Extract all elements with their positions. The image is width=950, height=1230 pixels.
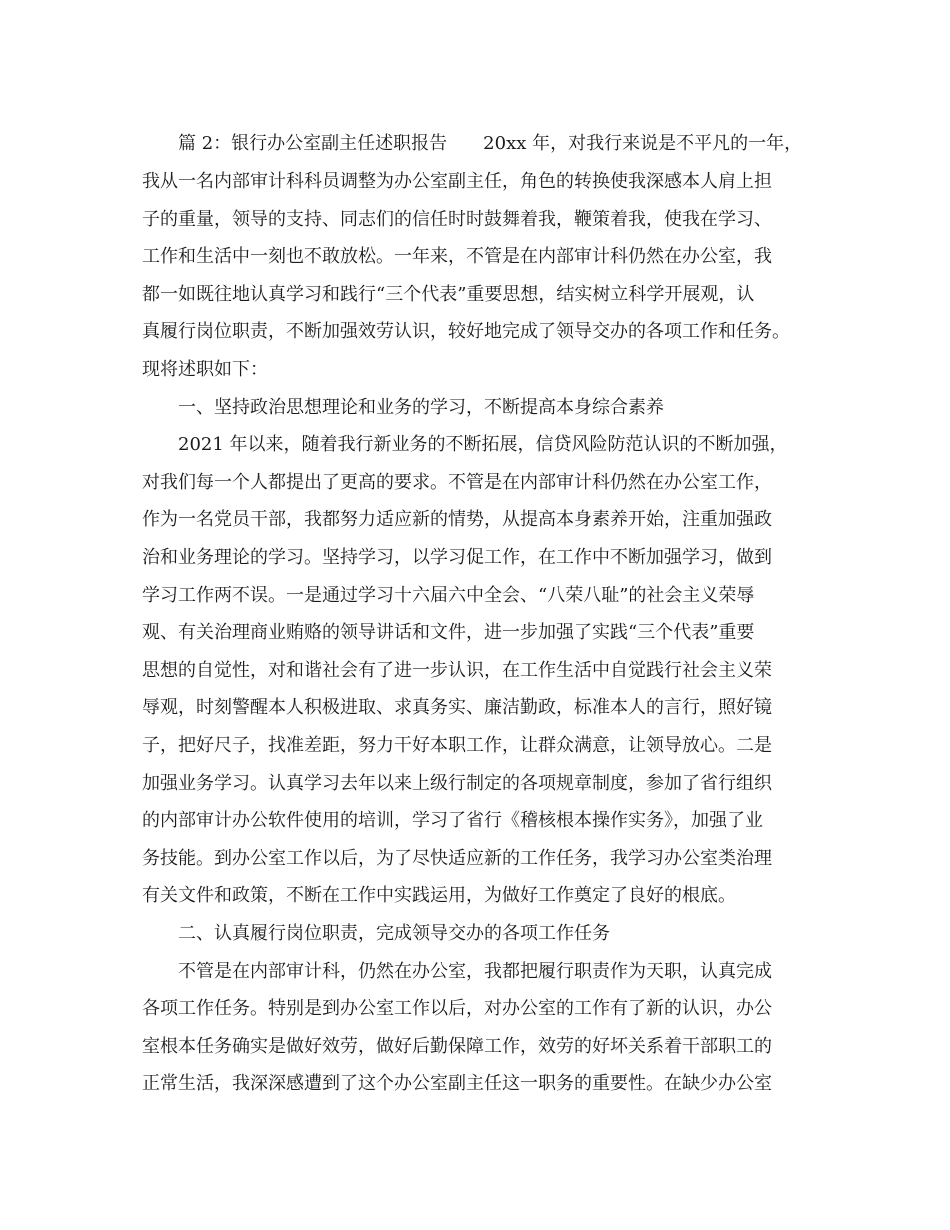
section-heading-1: 一、坚持政治思想理论和业务的学习，不断提高本身综合素养 bbox=[178, 397, 664, 418]
text-line: 篇 2：银行办公室副主任述职报告 20xx 年，对我行来说是不平凡的一年， bbox=[178, 133, 803, 154]
text-line: 各项工作任务。特别是到办公室工作以后，对办公室的工作有了新的认识，办公 bbox=[142, 998, 772, 1019]
text-line: 的内部审计办公软件使用的培训，学习了省行《稽核根本操作实务》，加强了业 bbox=[142, 810, 763, 831]
text-line: 子的重量，领导的支持、同志们的信任时时鼓舞着我，鞭策着我，使我在学习、 bbox=[142, 209, 772, 230]
text-line: 观、有关治理商业贿赂的领导讲话和文件，进一步加强了实践“三个代表”重要 bbox=[142, 622, 755, 643]
text-line: 正常生活，我深深感遭到了这个办公室副主任这一职务的重要性。在缺少办公室 bbox=[142, 1073, 772, 1094]
text-line: 现将述职如下： bbox=[142, 359, 268, 380]
text-line: 子，把好尺子，找准差距，努力干好本职工作，让群众满意，让领导放心。二是 bbox=[142, 735, 772, 756]
text-line: 有关文件和政策，不断在工作中实践运用，为做好工作奠定了良好的根底。 bbox=[142, 885, 736, 906]
text-line: 不管是在内部审计科，仍然在办公室，我都把履行职责作为天职，认真完成 bbox=[178, 961, 772, 982]
text-line: 2021 年以来，随着我行新业务的不断拓展，信贷风险防范认识的不断加强， bbox=[178, 434, 788, 455]
text-line: 治和业务理论的学习。坚持学习，以学习促工作，在工作中不断加强学习，做到 bbox=[142, 547, 772, 568]
text-line: 我从一名内部审计科科员调整为办公室副主任，角色的转换使我深感本人肩上担 bbox=[142, 171, 772, 192]
text-line: 学习工作两不误。一是通过学习十六届六中全会、“八荣八耻”的社会主义荣辱 bbox=[142, 585, 755, 606]
section-heading-2: 二、认真履行岗位职责，完成领导交办的各项工作任务 bbox=[178, 923, 610, 944]
text-line: 作为一名党员干部，我都努力适应新的情势，从提高本身素养开始，注重加强政 bbox=[142, 509, 772, 530]
text-line: 辱观，时刻警醒本人积极进取、求真务实、廉洁勤政，标准本人的言行，照好镜 bbox=[142, 697, 772, 718]
text-line: 加强业务学习。认真学习去年以来上级行制定的各项规章制度，参加了省行组织 bbox=[142, 773, 772, 794]
text-line: 都一如既往地认真学习和践行“三个代表”重要思想，结实树立科学开展观，认 bbox=[142, 284, 755, 305]
text-line: 思想的自觉性，对和谐社会有了进一步认识，在工作生活中自觉践行社会主义荣 bbox=[142, 660, 772, 681]
text-line: 对我们每一个人都提出了更高的要求。不管是在内部审计科仍然在办公室工作， bbox=[142, 472, 772, 493]
text-line: 工作和生活中一刻也不敢放松。一年来，不管是在内部审计科仍然在办公室，我 bbox=[142, 246, 772, 267]
text-line: 室根本任务确实是做好效劳，做好后勤保障工作，效劳的好坏关系着干部职工的 bbox=[142, 1036, 772, 1057]
text-line: 务技能。到办公室工作以后，为了尽快适应新的工作任务，我学习办公室类治理 bbox=[142, 848, 772, 869]
text-line: 真履行岗位职责，不断加强效劳认识，较好地完成了领导交办的各项工作和任务。 bbox=[142, 321, 790, 342]
